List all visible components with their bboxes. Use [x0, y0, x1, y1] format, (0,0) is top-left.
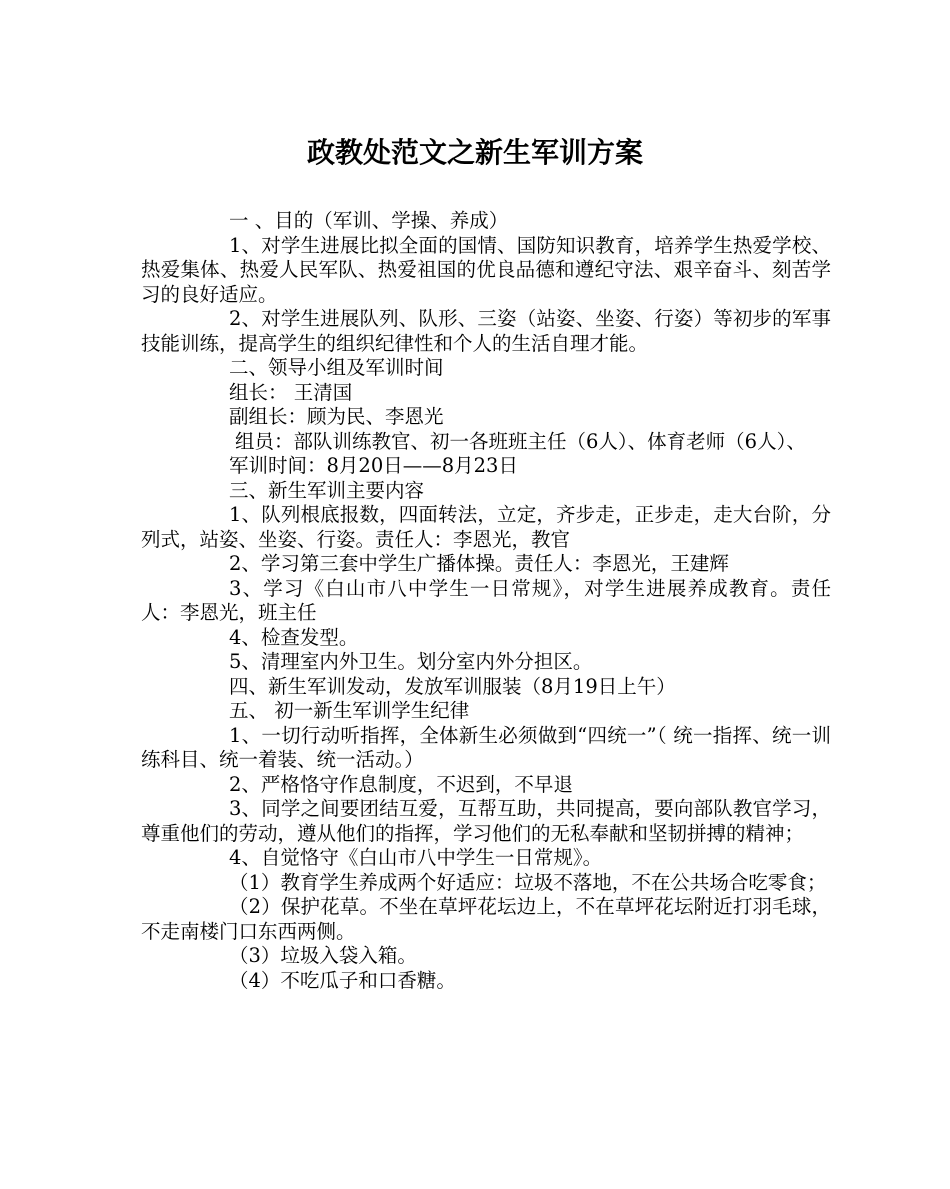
- paragraph: 五、 初一新生军训学生纪律: [229, 699, 470, 722]
- paragraph: 组员：部队训练教官、初一各班班主任（6人）、体育老师（6人）、: [235, 429, 806, 453]
- paragraph: 3、同学之间要团结互爱，互帮互助，共同提高，要向部队教官学习，尊重他们的劳动，遵从他们的指挥，学习他们的无私奉献和坚韧拼搏的精神；: [141, 797, 831, 845]
- document-title: 政教处范文之新生军训方案: [306, 136, 643, 169]
- paragraph: （3）垃圾入袋入箱。: [229, 944, 417, 967]
- paragraph: 1、对学生进展比拟全面的国情、国防知识教育，培养学生热爱学校、热爱集体、热爱人民军队、热爱祖国的优良品德和遵纪守法、艰辛奋斗、刻苦学习的良好适应。: [141, 233, 831, 306]
- paragraph: 一 、目的（军训、学操、养成）: [229, 209, 509, 232]
- paragraph: 2、严格恪守作息制度，不迟到，不早退: [229, 772, 573, 796]
- paragraph: 5、清理室内外卫生。划分室内外分担区。: [229, 650, 593, 673]
- paragraph: （1）教育学生养成两个好适应：垃圾不落地，不在公共场合吃零食；: [229, 870, 827, 894]
- paragraph: 4、检查发型。: [229, 625, 359, 649]
- paragraph: 2、对学生进展队列、队形、三姿（站姿、坐姿、行姿）等初步的军事技能训练，提高学生的组织纪律性和个人的生活自理才能。: [141, 307, 831, 355]
- paragraph: 1、队列根底报数，四面转法，立定，齐步走，正步走，走大台阶，分列式，站姿、坐姿、行姿。责任人：李恩光，教官: [141, 503, 831, 551]
- paragraph: 军训时间：8月20日——8月23日: [229, 454, 518, 477]
- paragraph: （2）保护花草。不坐在草坪花坛边上，不在草坪花坛附近打羽毛球，不走南楼门口东西两侧。: [141, 895, 831, 943]
- paragraph: 二、领导小组及军训时间: [229, 356, 444, 379]
- paragraph: 四、新生军训发动，发放军训服装（8月19日上午）: [229, 674, 676, 698]
- paragraph: （4）不吃瓜子和口香糖。: [229, 968, 456, 992]
- document-body: [141, 209, 831, 993]
- paragraph: 组长： 王清国: [229, 380, 353, 404]
- paragraph: 三、新生军训主要内容: [229, 478, 425, 502]
- paragraph: 4、自觉恪守《白山市八中学生一日常规》。: [229, 846, 603, 869]
- paragraph: 副组长：顾为民、李恩光: [229, 405, 444, 428]
- paragraph: 1、一切行动听指挥，全体新生必须做到“四统一”（ 统一指挥、统一训练科目、统一着装、统一活动。）: [141, 723, 831, 771]
- paragraph: 3、学习《白山市八中学生一日常规》，对学生进展养成教育。责任人：李恩光，班主任: [141, 576, 831, 624]
- paragraph: 2、学习第三套中学生广播体操。责任人：李恩光，王建辉: [229, 552, 729, 575]
